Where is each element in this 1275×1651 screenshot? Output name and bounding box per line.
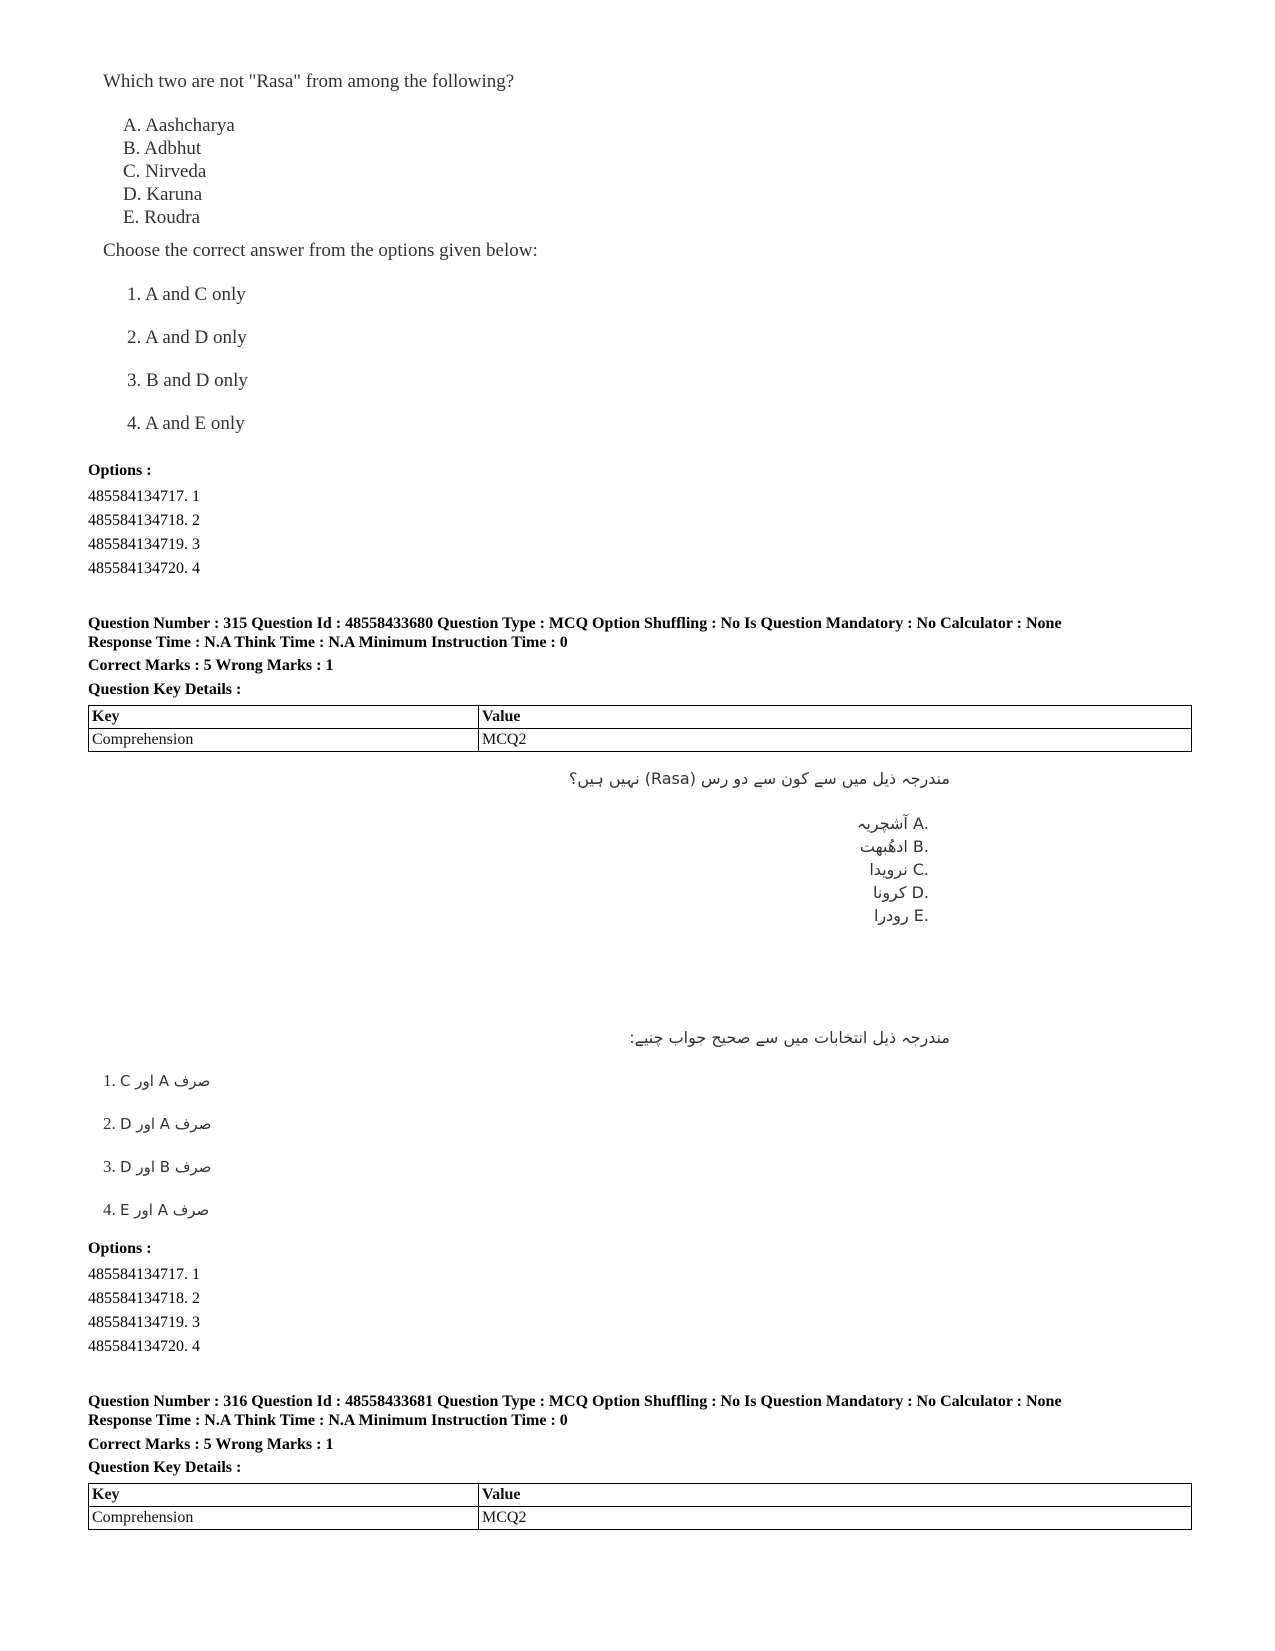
question-item: E. Roudra <box>123 207 201 228</box>
value-header: Value <box>479 1484 1192 1507</box>
key-cell: Comprehension <box>89 729 479 752</box>
key-value-table <box>88 705 1192 752</box>
urdu-items-list <box>857 812 929 927</box>
answer-choice: 3. B and D only <box>127 370 248 391</box>
key-cell: Comprehension <box>89 1507 479 1530</box>
question-item: A. Aashcharya <box>123 115 235 136</box>
urdu-item: .A آشچریہ <box>857 814 929 833</box>
options-list <box>88 1263 200 1359</box>
urdu-answer-choice: 3. صرف B اور D <box>103 1157 212 1176</box>
answer-choice: 1. A and C only <box>127 284 246 305</box>
urdu-item: .D کرونا <box>872 883 929 902</box>
option-id: 485584134717. 1 <box>88 488 200 505</box>
key-details-label: Question Key Details : <box>88 1459 242 1476</box>
answer-prompt: Choose the correct answer from the options given below: <box>103 240 538 261</box>
value-cell: MCQ2 <box>479 1507 1192 1530</box>
options-label: Options : <box>88 462 152 479</box>
question-text: Which two are not "Rasa" from among the following? <box>103 71 515 92</box>
urdu-answer-choice: 4. صرف A اور E <box>103 1200 210 1219</box>
options-label: Options : <box>88 1240 152 1257</box>
question-meta-line: Question Number : 316 Question Id : 48558433681 Question Type : MCQ Option Shuffling : No Is Question Mandatory : No Calculator : None <box>88 1393 1062 1410</box>
option-id: 485584134720. 4 <box>88 1338 200 1355</box>
option-id: 485584134719. 3 <box>88 536 200 553</box>
question-items-list <box>123 114 235 229</box>
key-details-label: Question Key Details : <box>88 681 242 698</box>
value-header: Value <box>479 706 1192 729</box>
marks-line: Correct Marks : 5 Wrong Marks : 1 <box>88 657 334 674</box>
question-meta <box>88 1392 1062 1430</box>
urdu-item: .B ادھُبھت <box>859 837 929 856</box>
option-id: 485584134720. 4 <box>88 560 200 577</box>
value-cell: MCQ2 <box>479 729 1192 752</box>
question-meta-line: Response Time : N.A Think Time : N.A Minimum Instruction Time : 0 <box>88 1412 568 1429</box>
urdu-question-text: مندرجہ ذیل میں سے کون سے دو رس (Rasa) نہیں ہیں؟ <box>568 769 950 788</box>
answer-choice: 4. A and E only <box>127 413 245 434</box>
marks-line: Correct Marks : 5 Wrong Marks : 1 <box>88 1436 334 1453</box>
key-value-table <box>88 1483 1192 1530</box>
question-meta <box>88 614 1062 652</box>
question-meta-line: Response Time : N.A Think Time : N.A Minimum Instruction Time : 0 <box>88 634 568 651</box>
option-id: 485584134718. 2 <box>88 512 200 529</box>
urdu-answer-choice: 2. صرف A اور D <box>103 1114 212 1133</box>
options-list <box>88 485 200 581</box>
question-item: C. Nirveda <box>123 161 207 182</box>
question-meta-line: Question Number : 315 Question Id : 48558433680 Question Type : MCQ Option Shuffling : No Is Question Mandatory : No Calculator : None <box>88 615 1062 632</box>
key-header: Key <box>89 706 479 729</box>
question-item: D. Karuna <box>123 184 203 205</box>
option-id: 485584134719. 3 <box>88 1314 200 1331</box>
answer-choice: 2. A and D only <box>127 327 247 348</box>
option-id: 485584134717. 1 <box>88 1266 200 1283</box>
question-item: B. Adbhut <box>123 138 202 159</box>
urdu-item: .C نرویدا <box>869 860 929 879</box>
option-id: 485584134718. 2 <box>88 1290 200 1307</box>
urdu-answer-prompt: مندرجہ ذیل انتخابات میں سے صحیح جواب چنیے: <box>629 1028 950 1047</box>
key-header: Key <box>89 1484 479 1507</box>
urdu-answer-choice: 1. صرف A اور C <box>103 1071 211 1090</box>
urdu-item: .E رودرا <box>873 906 929 925</box>
